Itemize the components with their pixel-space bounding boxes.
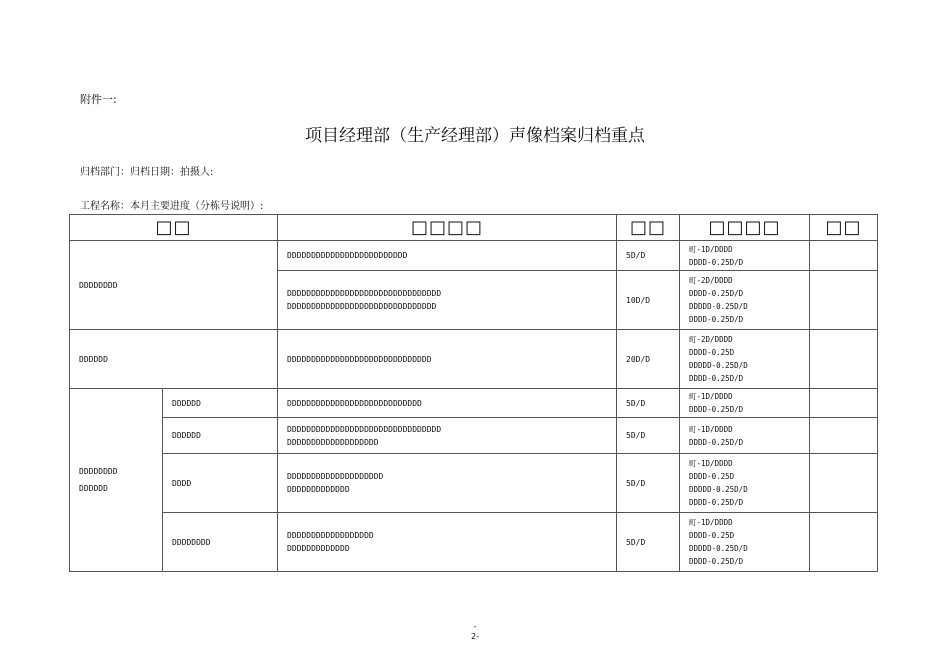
content-cell: DDDDDDDDDDDDDDDDDDDD DDDDDDDDDDDDD bbox=[278, 454, 617, 513]
project-name-line: 工程名称：本月主要进度（分栋号说明）: bbox=[80, 201, 264, 212]
requirement-cell: 町-1D/DDDD DDDD-0.25D/D bbox=[680, 389, 810, 418]
subcategory-cell: DDDD bbox=[163, 454, 278, 513]
header-requirement: □□□□ bbox=[680, 215, 810, 241]
quantity-cell: 5D/D bbox=[617, 454, 680, 513]
category-cell: DDDDDD bbox=[70, 330, 278, 389]
remark-cell bbox=[810, 454, 878, 513]
table-row bbox=[70, 389, 878, 418]
header-category: □□ bbox=[70, 215, 278, 241]
remark-cell bbox=[810, 389, 878, 418]
requirement-cell: 町-1D/DDDD DDDD-0.25D/D bbox=[680, 241, 810, 271]
content-cell: DDDDDDDDDDDDDDDDDDDDDDDDDDDD bbox=[278, 389, 617, 418]
page-number-dash: - bbox=[473, 622, 477, 631]
header-quantity: □□ bbox=[617, 215, 680, 241]
table-row bbox=[70, 241, 878, 271]
table-row bbox=[70, 513, 878, 572]
requirement-cell: 町-1D/DDDD DDDD-0.25D DDDDD-0.25D/D DDDD-0.25D/D bbox=[680, 513, 810, 572]
quantity-cell: 5D/D bbox=[617, 389, 680, 418]
table-header-row bbox=[70, 215, 878, 241]
category-cell: DDDDDDDD DDDDDD bbox=[70, 389, 163, 572]
content-cell: DDDDDDDDDDDDDDDDDDDDDDDDDDDDDDDD DDDDDDDDDDDDDDDDDDDDDDDDDDDDDDD bbox=[278, 271, 617, 330]
subcategory-cell: DDDDDD bbox=[163, 389, 278, 418]
remark-cell bbox=[810, 271, 878, 330]
header-content: □□□□ bbox=[278, 215, 617, 241]
content-cell: DDDDDDDDDDDDDDDDDD DDDDDDDDDDDDD bbox=[278, 513, 617, 572]
header-remark: □□ bbox=[810, 215, 878, 241]
content-cell: DDDDDDDDDDDDDDDDDDDDDDDDDDDDDDDD DDDDDDDDDDDDDDDDDDD bbox=[278, 418, 617, 454]
quantity-cell: 10D/D bbox=[617, 271, 680, 330]
subcategory-cell: DDDDDD bbox=[163, 418, 278, 454]
requirement-cell: 町-1D/DDDD DDDD-0.25D DDDDD-0.25D/D DDDD-0.25D/D bbox=[680, 454, 810, 513]
archive-info-line: 归档部门：归档日期：拍摄人: bbox=[80, 167, 214, 178]
attachment-label: 附件一: bbox=[80, 93, 117, 106]
table-row bbox=[70, 454, 878, 513]
remark-cell bbox=[810, 330, 878, 389]
document-title: 项目经理部（生产经理部）声像档案归档重点 bbox=[305, 126, 645, 146]
content-cell: DDDDDDDDDDDDDDDDDDDDDDDDDDDDDD bbox=[278, 330, 617, 389]
table-row bbox=[70, 418, 878, 454]
requirement-cell: 町-1D/DDDD DDDD-0.25D/D bbox=[680, 418, 810, 454]
quantity-cell: 5D/D bbox=[617, 241, 680, 271]
quantity-cell: 5D/D bbox=[617, 418, 680, 454]
requirement-cell: 町-2D/DDDD DDDD-0.25D/D DDDDD-0.25D/D DDDD-0.25D/D bbox=[680, 271, 810, 330]
content-cell: DDDDDDDDDDDDDDDDDDDDDDDDD bbox=[278, 241, 617, 271]
page-number: 2- bbox=[471, 632, 479, 641]
category-cell: DDDDDDDD bbox=[70, 241, 278, 330]
quantity-cell: 20D/D bbox=[617, 330, 680, 389]
remark-cell bbox=[810, 241, 878, 271]
quantity-cell: 5D/D bbox=[617, 513, 680, 572]
remark-cell bbox=[810, 513, 878, 572]
remark-cell bbox=[810, 418, 878, 454]
requirement-cell: 町-2D/DDDD DDDD-0.25D DDDDD-0.25D/D DDDD-0.25D/D bbox=[680, 330, 810, 389]
archive-table bbox=[69, 214, 878, 572]
table-row bbox=[70, 330, 878, 389]
subcategory-cell: DDDDDDDD bbox=[163, 513, 278, 572]
